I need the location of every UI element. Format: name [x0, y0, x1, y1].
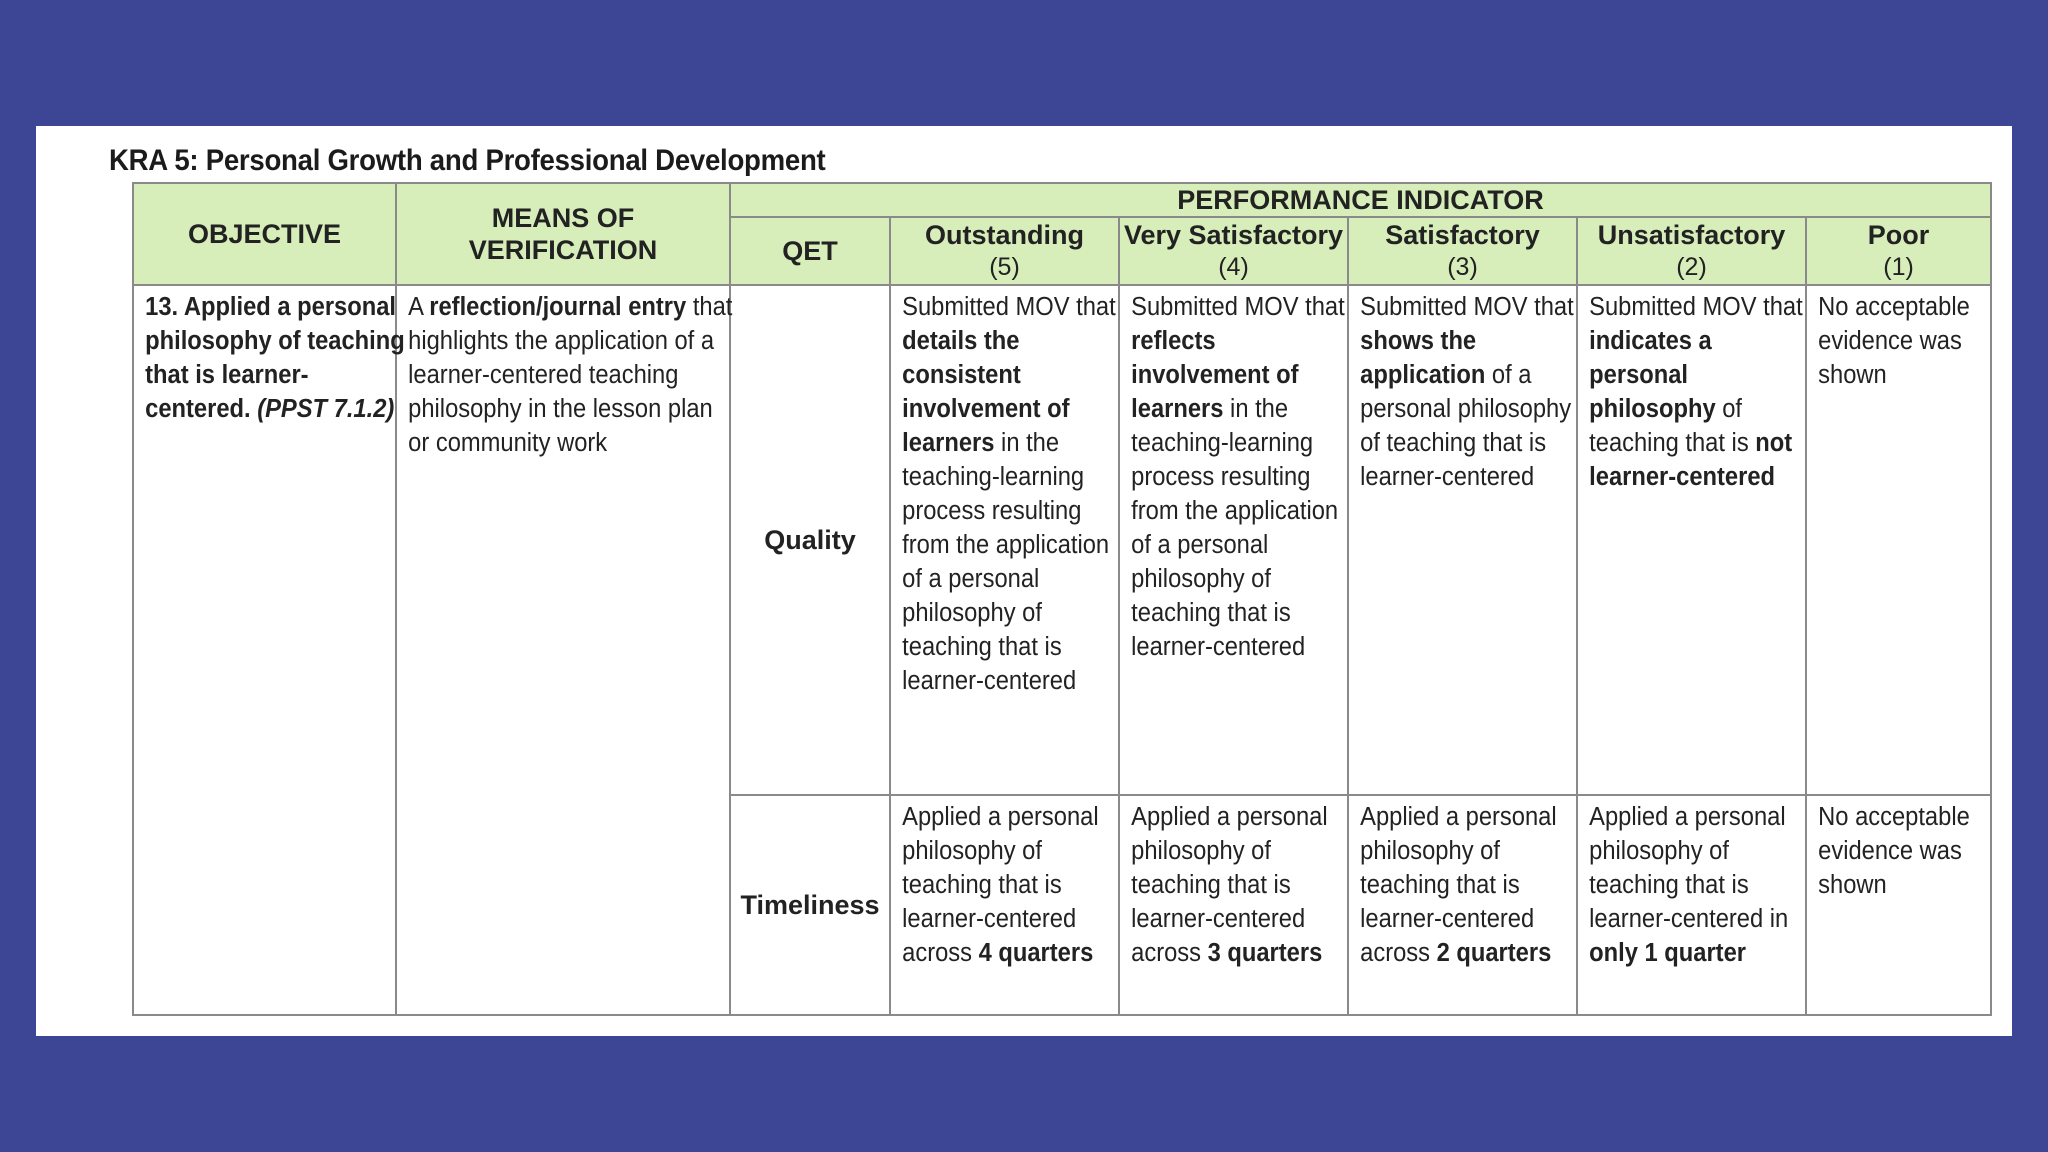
- indicator-bold-text: reflects involvement of learners: [1131, 327, 1299, 423]
- indicator-bold-text: only 1 quarter: [1589, 939, 1746, 967]
- indicator-text: [1578, 796, 1824, 970]
- indicator-cell: [1119, 285, 1348, 795]
- indicator-plain-text: Applied a personal philosophy of teaching that is learner-centered in: [1589, 803, 1789, 933]
- indicator-bold-text: shows the application: [1360, 327, 1486, 389]
- indicator-plain-text: Submitted MOV that: [902, 293, 1116, 321]
- indicator-plain-text: Submitted MOV that: [1589, 293, 1803, 321]
- indicator-plain-text: of teaching that is: [1589, 395, 1756, 457]
- objective-reference: (PPST 7.1.2): [257, 395, 395, 423]
- header-performance-indicator: PERFORMANCE INDICATOR: [730, 183, 1991, 217]
- rating-label: Unsatisfactory: [1597, 220, 1786, 250]
- indicator-text: [1349, 796, 1595, 970]
- indicator-bold-text: 2 quarters: [1436, 939, 1552, 967]
- header-rating-very-satisfactory: [1119, 217, 1348, 285]
- means-text-bold: reflection/journal entry: [429, 293, 687, 321]
- indicator-plain-text: Submitted MOV that: [1131, 293, 1345, 321]
- objective-cell: [133, 285, 405, 1015]
- indicator-text: [1349, 286, 1595, 494]
- means-text-post: that highlights the application of a learner-centered teaching philosophy in the lesson plan or community work: [408, 293, 733, 457]
- rating-label: Outstanding: [925, 220, 1084, 250]
- indicator-plain-text: No acceptable evidence was shown: [1818, 803, 1970, 899]
- indicator-text: [1578, 286, 1824, 494]
- indicator-bold-text: indicates a personal philosophy: [1589, 327, 1716, 423]
- indicator-text: [1807, 286, 2010, 392]
- qet-timeliness: Timeliness: [730, 795, 890, 1015]
- header-objective: OBJECTIVE: [133, 183, 396, 285]
- indicator-plain-text: Submitted MOV that: [1360, 293, 1574, 321]
- means-text-pre: A: [408, 293, 430, 321]
- indicator-text: [1120, 796, 1366, 970]
- indicator-plain-text: No acceptable evidence was shown: [1818, 293, 1970, 389]
- document-page: [36, 126, 2012, 1036]
- qet-quality: Quality: [730, 285, 890, 795]
- indicator-cell: [1806, 285, 1991, 795]
- indicator-plain-text: Applied a personal philosophy of teaching that is learner-centered across: [902, 803, 1099, 967]
- header-qet: QET: [730, 217, 890, 285]
- indicator-cell: [1577, 795, 1806, 1015]
- rating-score: (3): [1447, 253, 1478, 281]
- header-rating-poor: [1806, 217, 1991, 285]
- indicator-text: [891, 796, 1137, 970]
- header-rating-unsatisfactory: [1577, 217, 1806, 285]
- rating-score: (4): [1218, 253, 1249, 281]
- rating-score: (2): [1676, 253, 1707, 281]
- indicator-cell: [1348, 795, 1577, 1015]
- indicator-cell: [1577, 285, 1806, 795]
- indicator-text: [1120, 286, 1366, 664]
- header-rating-outstanding: [890, 217, 1119, 285]
- document-title: KRA 5: Personal Growth and Professional Development: [109, 144, 826, 177]
- indicator-bold-text: 3 quarters: [1207, 939, 1323, 967]
- rating-score: (5): [989, 253, 1020, 281]
- indicator-cell: [1806, 795, 1991, 1015]
- indicator-plain-text: of a personal philosophy of teaching that is learner-centered: [1360, 361, 1572, 491]
- indicator-plain-text: in the teaching-learning process resulting from the application of a personal philosophy of teaching that is learner-centered: [1131, 395, 1339, 661]
- indicator-cell: [890, 795, 1119, 1015]
- indicator-bold-text: not learner-centered: [1589, 429, 1793, 491]
- rating-label: Very Satisfactory: [1123, 220, 1344, 250]
- header-means-of-verification: MEANS OF VERIFICATION: [396, 183, 730, 285]
- indicator-bold-text: 4 quarters: [978, 939, 1094, 967]
- header-rating-satisfactory: [1348, 217, 1577, 285]
- indicator-cell: [1348, 285, 1577, 795]
- indicator-plain-text: Applied a personal philosophy of teaching that is learner-centered across: [1131, 803, 1328, 967]
- indicator-text: [891, 286, 1137, 698]
- indicator-plain-text: Applied a personal philosophy of teaching that is learner-centered across: [1360, 803, 1557, 967]
- rating-score: (1): [1883, 253, 1914, 281]
- indicator-text: [1807, 796, 2010, 902]
- rubric-table: [132, 182, 1992, 1016]
- indicator-cell: [890, 285, 1119, 795]
- means-of-verification-cell: [396, 285, 733, 1015]
- indicator-bold-text: details the consistent involvement of learners: [902, 327, 1070, 457]
- objective-text: 13. Applied a personal philosophy of teaching that is learner-centered.: [145, 293, 405, 423]
- rating-label: Poor: [1867, 220, 1930, 250]
- indicator-cell: [1119, 795, 1348, 1015]
- rating-label: Satisfactory: [1385, 220, 1540, 250]
- indicator-plain-text: in the teaching-learning process resulting from the application of a personal philosophy of teaching that is learner-centered: [902, 429, 1110, 695]
